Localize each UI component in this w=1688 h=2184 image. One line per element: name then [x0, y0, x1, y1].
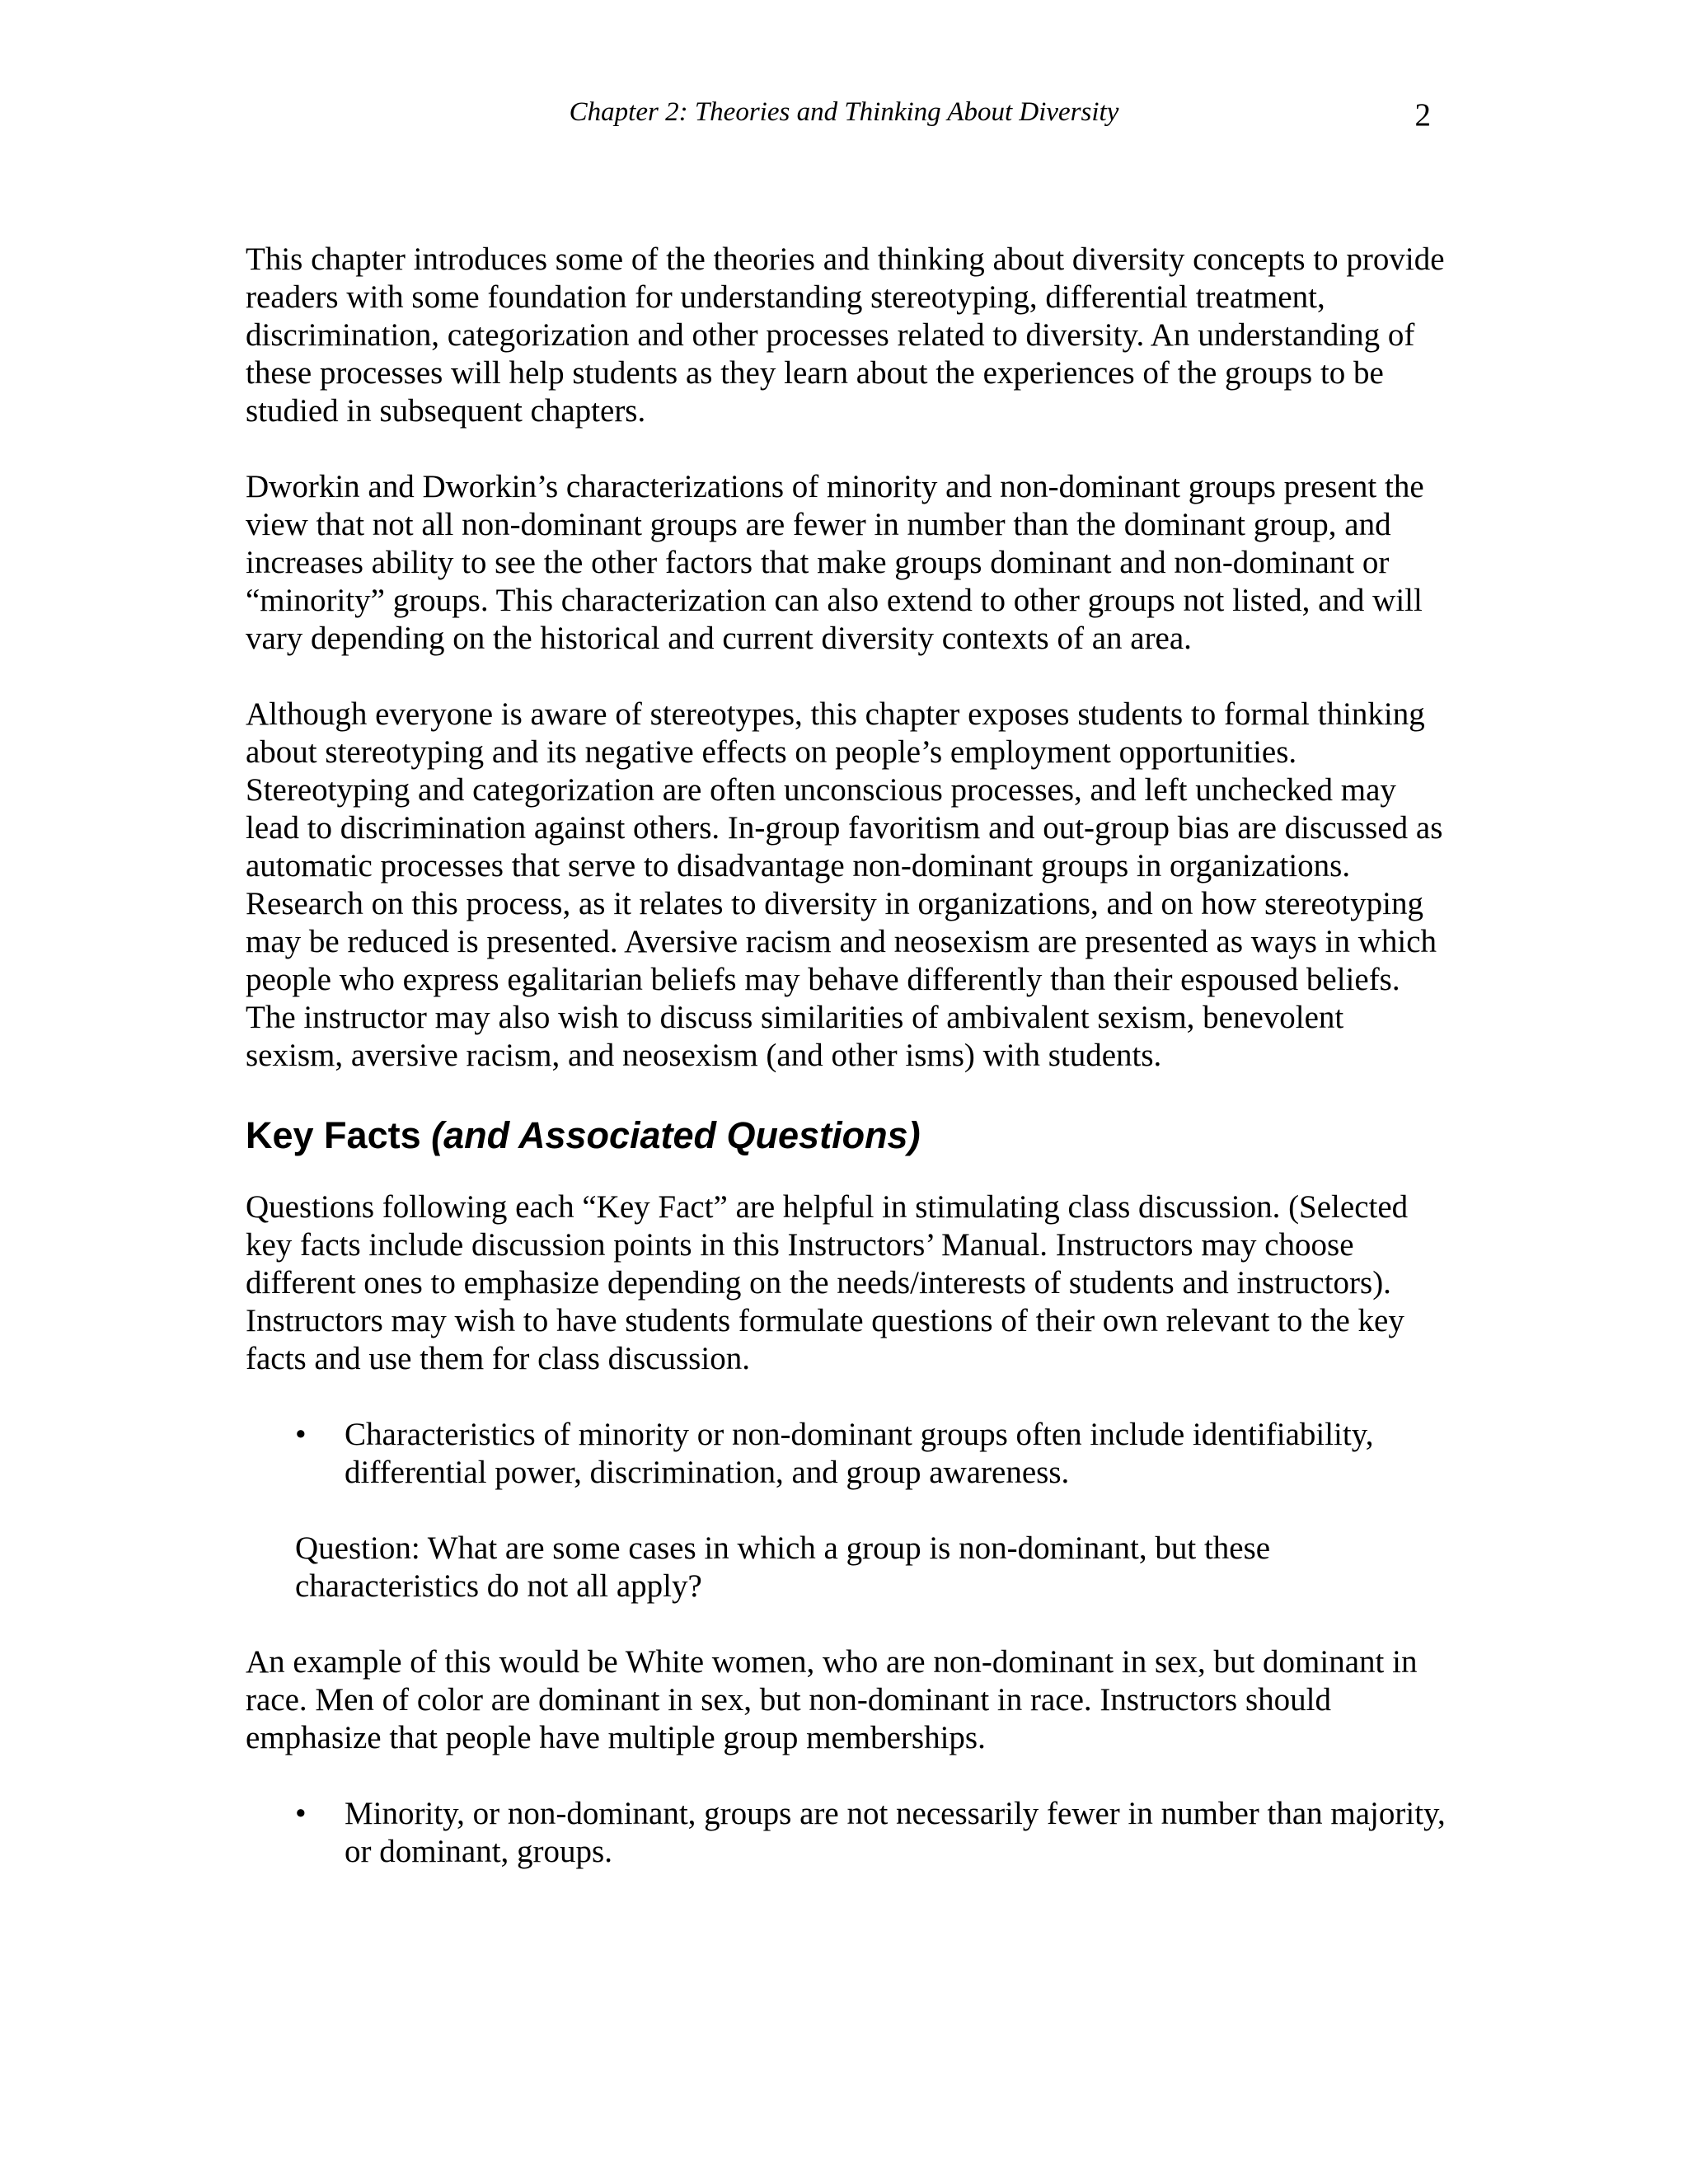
section-heading-key-facts: [246, 1113, 1449, 1159]
heading-italic-text: (and Associated Questions): [431, 1114, 921, 1156]
key-fact-item-2: [246, 1795, 1449, 1871]
intro-paragraph-1: This chapter introduces some of the theories and thinking about diversity concepts to provide readers with some foundation for understanding stereotyping, differential treatment, discrimination, categorization and other processes related to diversity. An understanding of these processes will help students as they learn about the experiences of the groups to be studied in subsequent chapters.: [246, 241, 1445, 429]
running-header: Chapter 2: Theories and Thinking About Diversity: [569, 97, 1119, 127]
page-number: 2: [1414, 97, 1431, 133]
key-facts-intro: Questions following each “Key Fact” are helpful in stimulating class discussion. (Selected key facts include discussion points in this Instructors’ Manual. Instructors may choose different ones to emphasize depending on the needs/interests of students and instructors). Instructors may wish to have students formulate questions of their own relevant to the key facts and use them for class discussion.: [246, 1189, 1409, 1376]
intro-paragraph-3: Although everyone is aware of stereotypes, this chapter exposes students to formal thinking about stereotyping and its negative effects on people’s employment opportunities. Stereotyping and categorization are often unconscious processes, and left unchecked may lead to discrimination against others. In-group favoritism and out-group bias are discussed as automatic processes that serve to disadvantage non-dominant groups in organizations. Research on this process, as it relates to diversity in organizations, and on how stereotyping may be reduced is presented. Aversive racism and neosexism are presented as ways in which people who express egalitarian beliefs may behave differently than their espoused beliefs. The instructor may also wish to discuss similarities of ambivalent sexism, benevolent sexism, aversive racism, and neosexism (and other isms) with students.: [246, 696, 1443, 1073]
bullet-icon: •: [295, 1796, 307, 1831]
key-fact-item-1: [246, 1416, 1449, 1492]
page-content: [246, 241, 1449, 1909]
key-fact-text: Minority, or non-dominant, groups are not necessarily fewer in number than majority, or dominant, groups.: [345, 1796, 1446, 1869]
discussion-answer-1: An example of this would be White women, who are non-dominant in sex, but dominant in race. Men of color are dominant in sex, but non-dominant in race. Instructors should emphasize that people have multiple group memberships.: [246, 1644, 1418, 1755]
intro-paragraph-2: Dworkin and Dworkin’s characterizations of minority and non-dominant groups present the view that not all non-dominant groups are fewer in number than the dominant group, and increases ability to see the other factors that make groups dominant and non-dominant or “minority” groups. This characterization can also extend to other groups not listed, and will vary depending on the historical and current diversity contexts of an area.: [246, 469, 1424, 656]
discussion-question-1: Question: What are some cases in which a group is non-dominant, but these characteristics do not all apply?: [295, 1530, 1271, 1604]
bullet-icon: •: [295, 1417, 307, 1452]
key-fact-text: Characteristics of minority or non-dominant groups often include identifiability, differential power, discrimination, and group awareness.: [345, 1417, 1374, 1490]
heading-main-text: Key Facts: [246, 1114, 432, 1156]
